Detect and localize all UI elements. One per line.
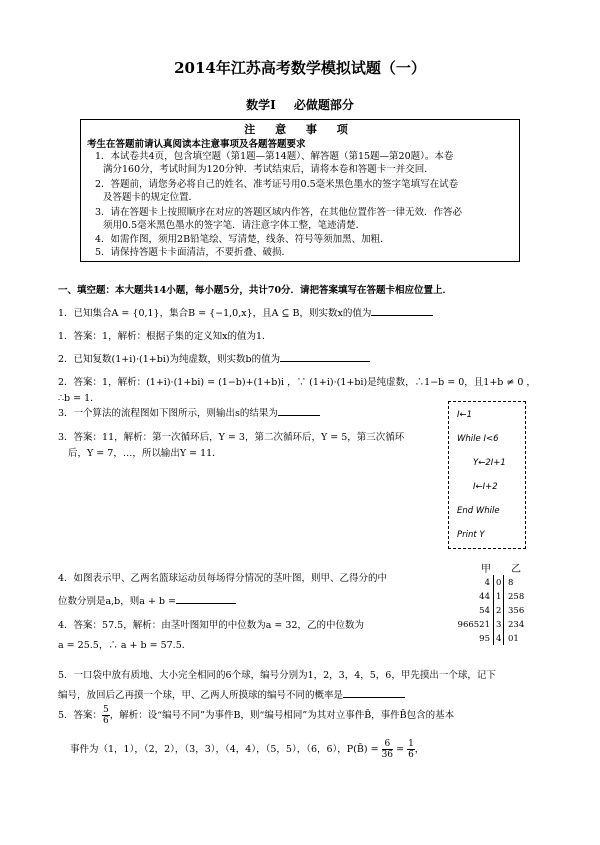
stem-leaf-left: 4 xyxy=(484,578,490,588)
question-4-line1: 4．如图表示甲、乙两名篮球运动员每场得分情况的茎叶图，则甲、乙得分的中 xyxy=(58,573,388,584)
notice-item: 4．如需作图，须用2B铅笔绘、写清楚，线条、符号等须加黑、加粗． xyxy=(95,234,390,245)
notice-item: 2．答题前，请您务必将自己的姓名、准考证号用0.5毫米黑色墨水的签字笔填写在试卷 xyxy=(95,179,459,190)
answer-5-end: ， xyxy=(414,744,425,755)
answer-5-line1 xyxy=(58,705,454,726)
notice-item: 3．请在答题卡上按照顺序在对应的答题区域内作答，在其他位置作答一律无效．作答必 xyxy=(95,207,463,218)
answer-2-line1: 2．答案：1，解析：(1+i)·(1+bi) = (1−b)+(1+b)i ，∵ (1+i)·(1+bi)是纯虚数，∴1−b = 0，且1+b ≠ 0 ， xyxy=(58,377,536,388)
answer-5-line2 xyxy=(70,739,424,760)
answer-4-line1: 4．答案：57.5，解析：由茎叶图知甲的中位数为a = 32，乙的中位数为 xyxy=(58,620,364,631)
question-3-text: 3．一个算法的流程图如下图所示，则输出s的结果为 xyxy=(58,408,278,419)
flowchart-line: I←I+2 xyxy=(473,482,498,492)
answer-3-line2: 后，Y = 7，…，所以输出Y = 11． xyxy=(68,448,222,459)
answer-5-text: ，解析：设“编号不同”为事件B，则“编号相同”为其对立事件B̄，事件B̄包含的基本 xyxy=(109,710,455,721)
question-5-line2 xyxy=(58,687,405,701)
stem-leaf-right: 258 xyxy=(508,592,525,602)
fraction-denominator: 6 xyxy=(103,716,109,726)
flowchart-line: Y←2I+1 xyxy=(473,458,506,468)
answer-2-line2: ∴b = 1． xyxy=(58,393,100,404)
notice-box xyxy=(80,119,520,262)
fraction-numerator: 1 xyxy=(408,739,414,749)
answer-blank xyxy=(176,594,236,604)
question-2 xyxy=(58,351,370,365)
answer-blank xyxy=(280,352,370,362)
stem-leaf-right: 01 xyxy=(508,634,519,644)
flowchart-box xyxy=(448,401,526,549)
fraction xyxy=(382,739,393,760)
fraction xyxy=(102,705,110,726)
fraction-denominator: 6 xyxy=(408,750,414,760)
stem-divider-right xyxy=(503,575,504,645)
question-5-text: 编号，放回后乙再摸一个球，甲、乙两人所摸球的编号不同的概率是 xyxy=(58,690,344,701)
stem-leaf-right: 234 xyxy=(508,620,525,630)
section-heading: 一、填空题：本大题共14小题，每小题5分，共计70分．请把答案填写在答题卡相应位置上． xyxy=(58,285,453,296)
stem-leaf-stem: 2 xyxy=(496,606,502,616)
answer-4-line2: a = 25.5，∴ a + b = 57.5． xyxy=(58,640,192,651)
notice-item: 及答题卡的规定位置． xyxy=(103,192,199,203)
stem-leaf-stem: 4 xyxy=(496,634,502,644)
equals-sign: = xyxy=(396,744,405,755)
fraction-denominator: 36 xyxy=(381,750,394,760)
notice-item: 满分160分，考试时间为120分钟．考试结束后，请将本卷和答题卡一并交回． xyxy=(103,164,434,175)
answer-blank xyxy=(343,688,405,698)
stem-leaf-left: 54 xyxy=(479,606,490,616)
question-3 xyxy=(58,405,320,419)
answer-blank xyxy=(278,406,320,416)
stem-leaf-left: 966521 xyxy=(457,620,490,630)
notice-item: 1．本试卷共4页，包含填空题（第1题—第14题）、解答题（第15题—第20题）。本卷 xyxy=(95,151,454,162)
question-5-line1: 5．一口袋中放有质地、大小完全相同的6个球，编号分别为1，2，3，4，5，6，甲先摸出一个球，记下 xyxy=(58,670,496,681)
answer-5-prefix: 5．答案： xyxy=(58,710,103,721)
notice-item: 5．请保持答题卡卡面清洁，不要折叠、破损． xyxy=(95,247,292,258)
notice-item: 须用0.5毫米黑色墨水的签字笔．请注意字体工整，笔迹清楚． xyxy=(103,220,366,231)
flowchart-line: While I<6 xyxy=(457,434,499,444)
answer-3-line1: 3．答案：11，解析：第一次循环后，Y = 3，第二次循环后，Y = 5，第三次循环 xyxy=(58,432,405,443)
stem-leaf-header-right: 乙 xyxy=(511,564,521,575)
question-4-text: 位数分别是a,b，则a + b = xyxy=(58,596,176,607)
flowchart-line: I←1 xyxy=(457,410,473,420)
fraction-numerator: 6 xyxy=(382,739,393,750)
question-1 xyxy=(58,305,433,319)
stem-leaf-header-left: 甲 xyxy=(481,564,491,575)
stem-divider-left xyxy=(493,575,494,645)
notice-lead: 考生在答题前请认真阅读本注意事项及各题答题要求 xyxy=(87,139,306,150)
stem-leaf-right: 356 xyxy=(508,606,525,616)
answer-1: 1．答案：1，解析：根据子集的定义知x的值为1． xyxy=(58,331,272,342)
fraction xyxy=(407,739,415,760)
question-2-text: 2．已知复数(1+i)·(1+bi)为纯虚数，则实数b的值为 xyxy=(58,354,281,365)
flowchart-line: End While xyxy=(457,506,500,516)
answer-5-events: 事件为（1，1），（2，2），（3，3），（4，4），（5，5），（6，6），P(B̄) = xyxy=(70,744,379,755)
question-4-line2 xyxy=(58,593,236,607)
stem-leaf-left: 44 xyxy=(479,592,490,602)
answer-blank xyxy=(371,306,433,316)
stem-leaf-stem: 3 xyxy=(496,620,502,630)
fraction-numerator: 5 xyxy=(103,705,109,715)
stem-leaf-left: 95 xyxy=(479,634,490,644)
question-1-text: 1．已知集合A = {0,1}，集合B = {−1,0,x}，且A ⊆ B，则实数x的值为 xyxy=(58,308,372,319)
page-subtitle: 数学Ⅰ 必做题部分 xyxy=(246,98,354,112)
stem-leaf-stem: 0 xyxy=(496,578,502,588)
flowchart-line: Print Y xyxy=(457,530,485,540)
stem-leaf-right: 8 xyxy=(508,578,514,588)
notice-heading: 注 意 事 项 xyxy=(244,123,356,136)
stem-leaf-stem: 1 xyxy=(496,592,502,602)
page-title: 2014年江苏高考数学模拟试题（一） xyxy=(174,59,426,77)
